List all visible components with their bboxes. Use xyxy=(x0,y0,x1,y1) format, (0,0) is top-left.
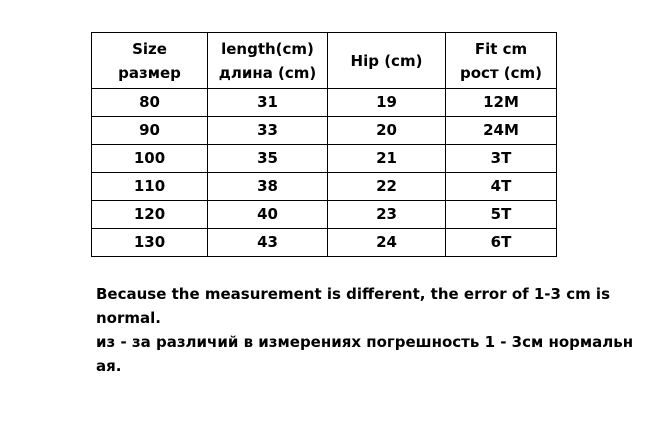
note-english: Because the measurement is different, the error of 1-3 cm is normal. xyxy=(96,285,611,327)
cell-size: 110 xyxy=(92,173,208,201)
table-row xyxy=(92,89,557,117)
cell-length: 40 xyxy=(208,201,328,229)
cell-length: 38 xyxy=(208,173,328,201)
cell-fit: 5T xyxy=(446,201,557,229)
header-length-en: length(cm) xyxy=(221,39,314,58)
table-row xyxy=(92,145,557,173)
cell-length: 35 xyxy=(208,145,328,173)
note-russian: из - за различий в измерениях погрешность 1 - 3см нормальн ая. xyxy=(96,333,634,375)
cell-size: 120 xyxy=(92,201,208,229)
cell-size: 90 xyxy=(92,117,208,145)
header-hip xyxy=(328,33,446,89)
header-size xyxy=(92,33,208,89)
header-length xyxy=(208,33,328,89)
table-header-row xyxy=(92,33,557,89)
cell-length: 43 xyxy=(208,229,328,257)
cell-hip: 21 xyxy=(328,145,446,173)
cell-size: 130 xyxy=(92,229,208,257)
table-row xyxy=(92,117,557,145)
size-chart-table xyxy=(91,32,557,257)
cell-length: 31 xyxy=(208,89,328,117)
cell-hip: 24 xyxy=(328,229,446,257)
header-size-en: Size xyxy=(132,39,167,58)
cell-hip: 19 xyxy=(328,89,446,117)
cell-hip: 23 xyxy=(328,201,446,229)
cell-hip: 22 xyxy=(328,173,446,201)
header-length-ru: длина (cm) xyxy=(218,63,317,82)
header-hip-en: Hip (cm) xyxy=(350,51,423,70)
cell-fit: 4T xyxy=(446,173,557,201)
cell-fit: 6T xyxy=(446,229,557,257)
cell-fit: 12M xyxy=(446,89,557,117)
cell-length: 33 xyxy=(208,117,328,145)
header-fit-en: Fit cm xyxy=(474,39,528,58)
measurement-note xyxy=(96,282,641,378)
cell-size: 80 xyxy=(92,89,208,117)
cell-fit: 3T xyxy=(446,145,557,173)
cell-fit: 24M xyxy=(446,117,557,145)
header-fit-ru: рост (cm) xyxy=(459,63,543,82)
cell-hip: 20 xyxy=(328,117,446,145)
table-row xyxy=(92,201,557,229)
table-row xyxy=(92,173,557,201)
cell-size: 100 xyxy=(92,145,208,173)
header-fit xyxy=(446,33,557,89)
table-row xyxy=(92,229,557,257)
header-size-ru: размер xyxy=(118,63,181,82)
